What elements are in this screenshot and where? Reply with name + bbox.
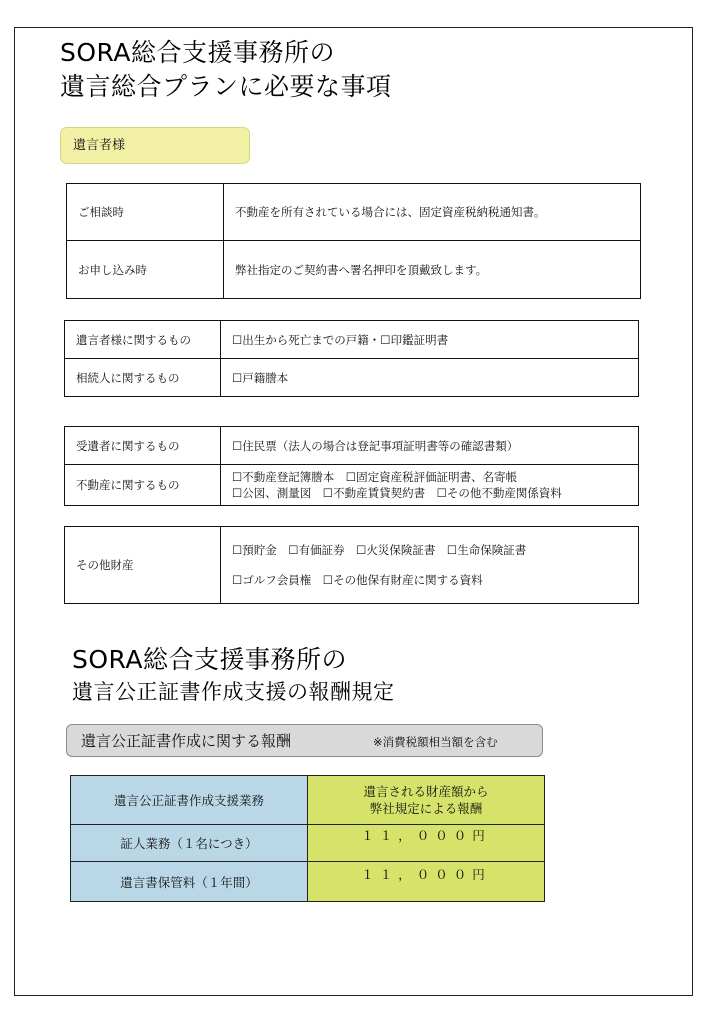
fee-row-amount — [308, 825, 545, 862]
table-row — [65, 427, 639, 465]
table-row — [71, 862, 545, 902]
table-row — [71, 825, 545, 862]
row-label: お申し込み時 — [67, 241, 224, 299]
row-label: 受遺者に関するもの — [65, 427, 221, 465]
fee-row-amount — [308, 862, 545, 902]
table-row — [67, 184, 641, 241]
row-label: 不動産に関するもの — [65, 465, 221, 506]
fee-header-right-line2: 弊社規定による報酬 — [369, 801, 483, 816]
row-value: ☐出生から死亡までの戸籍・☐印鑑証明書 — [221, 321, 639, 359]
row-value — [221, 527, 639, 604]
row-value: ☐戸籍謄本 — [221, 359, 639, 397]
table-row — [65, 465, 639, 506]
section-title-line2: 遺言公正証書作成支援の報酬規定 — [72, 680, 395, 704]
consult-table — [66, 183, 641, 299]
row-value-line2: ☐ゴルフ会員権 ☐その他保有財産に関する資料 — [232, 573, 483, 587]
docs-table-2 — [64, 426, 639, 506]
row-label: 遺言者様に関するもの — [65, 321, 221, 359]
row-value-line1: ☐不動産登記簿謄本 ☐固定資産税評価証明書、名寄帳 — [232, 470, 518, 484]
row-label: 相続人に関するもの — [65, 359, 221, 397]
row-value-line2: ☐公図、測量図 ☐不動産賃貸契約書 ☐その他不動産関係資料 — [232, 486, 562, 500]
table-row — [65, 359, 639, 397]
fee-banner — [66, 724, 543, 757]
fee-amount: １１，０００円 — [361, 828, 491, 843]
row-label: ご相談時 — [67, 184, 224, 241]
row-value: 不動産を所有されている場合には、固定資産税納税通知書。 — [224, 184, 641, 241]
row-value — [221, 465, 639, 506]
fee-amount: １１，０００円 — [361, 866, 491, 882]
fee-table — [70, 775, 545, 902]
row-value-line1: ☐預貯金 ☐有価証券 ☐火災保険証書 ☐生命保険証書 — [232, 543, 527, 557]
table-row — [71, 776, 545, 825]
docs-table-1 — [64, 320, 639, 397]
section-title-line1: SORA総合支援事務所の — [72, 645, 348, 674]
other-assets-table — [64, 526, 639, 604]
fee-header-right-line1: 遺言される財産額から — [363, 784, 489, 799]
row-label: その他財産 — [65, 527, 221, 604]
row-value: 弊社指定のご契約書へ署名押印を頂戴致します。 — [224, 241, 641, 299]
page-title-line2: 遺言総合プランに必要な事項 — [60, 72, 392, 101]
fee-header-right — [308, 776, 545, 825]
testator-badge: 遺言者様 — [60, 127, 250, 164]
table-row — [67, 241, 641, 299]
row-value: ☐住民票（法人の場合は登記事項証明書等の確認書類） — [221, 427, 639, 465]
page-title-line1: SORA総合支援事務所の — [60, 38, 336, 67]
table-row — [65, 321, 639, 359]
fee-row-label: 遺言書保管料（１年間） — [71, 862, 308, 902]
fee-header-left: 遺言公正証書作成支援業務 — [71, 776, 308, 825]
fee-row-label: 証人業務（１名につき） — [71, 825, 308, 862]
table-row — [65, 527, 639, 604]
fee-banner-note: ※消費税額相当額を含む — [373, 735, 498, 749]
fee-banner-title: 遺言公正証書作成に関する報酬 — [81, 732, 292, 750]
